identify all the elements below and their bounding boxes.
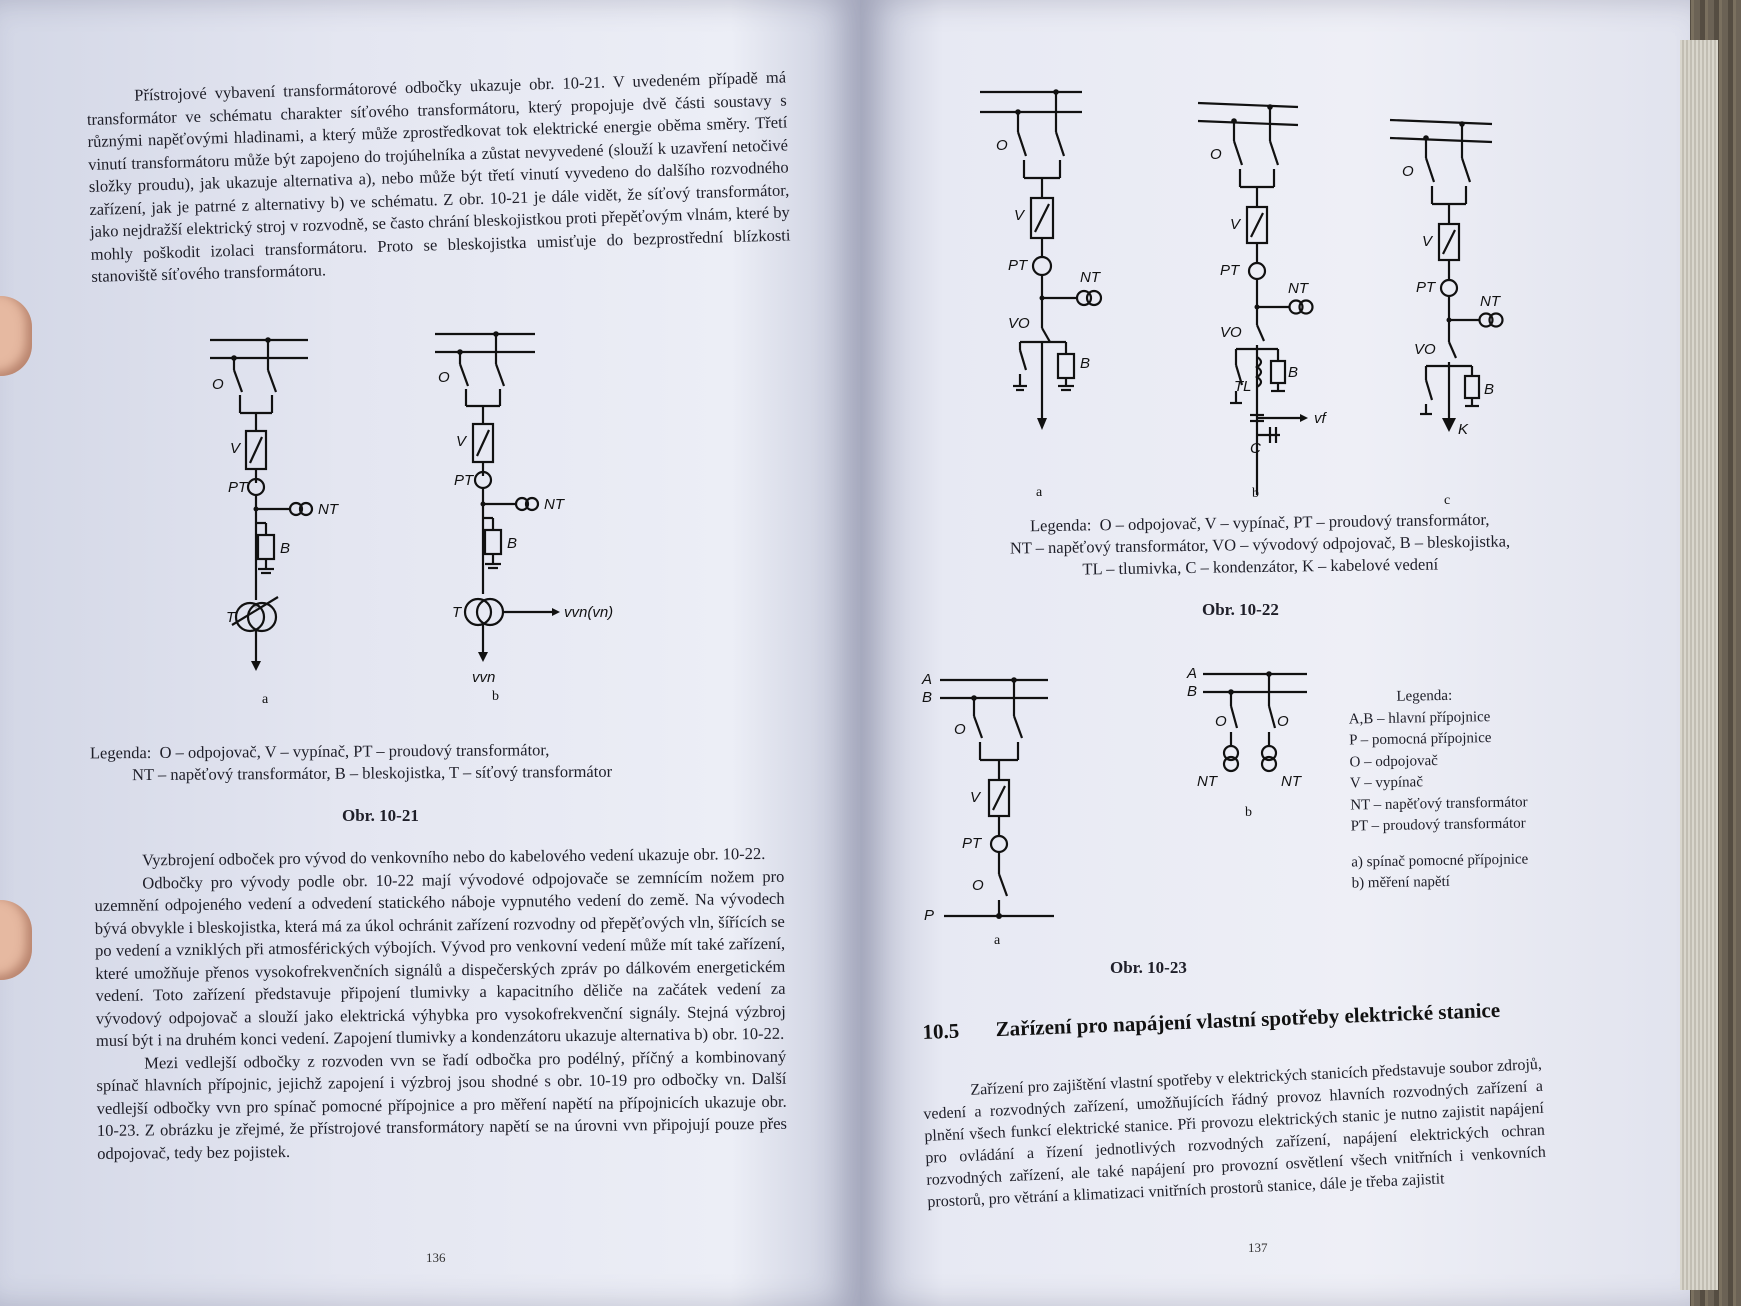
body-text-left: Vyzbrojení odboček pro vývod do venkovního nebo do kabelového vedení ukazuje obr. 10-22. Odbočky pro vývody podle obr. 10-22 mají vývodové odpojovače se zemnícím nožem pro uzemnění odpojeného vedení a odvedení statického náboje vypnutého vedení do země. Na vývodech bývá obvykle i bleskojistka, která má za úkol ochránit zařízení rozvodny od přepěťových vln, šířících se po vedení a vzniklých při atmosférických výbojích. Vývod pro venkovní vedení může mít také zařízení, které umožňuje přenos vysokofrekvenčních signálů a dispečerských zpráv po dálkovém energetickém vedení. Toto zařízení představuje připojení tlumivky a kapacitního děliče na začátek vedení za vývodový odpojovač a slouží jako elektrická výhybka pro vysokofrekvenční signály. Stejná výzbroj musí být i na druhém konci vedení. Zapojení tlumivky a kondenzátoru ukazuje alternativa b) obr. 10-22. Mezi vedlejší odbočky z rozvoden vvn se řadí odbočka pro podélný, příčný a kombinovaný spínač hlavních přípojnic, jejichž zapojení i výzbroj jsou shodné s obr. 10-19 pro odbočky vn. Další vedlejší odbočky vvn pro spínač pomocné přípojnice a pro měření napětí na přípojnicích ukazuje obr. 10-23. Z obrázku je zřejmé, že přístrojové transformátory napětí se na úrovni vvn připojují pouze přes odpojovač, tedy bez pojistek.	[94, 843, 787, 1163]
label-O: O	[438, 369, 450, 386]
intro-paragraph: Přístrojové vybavení transformátorové odbočky ukazuje obr. 10-21. V uvedeném případě má transformátor ve schématu charakter síťového transformátoru, který propojuje dvě části soustavy s různými napěťovými hladinami, a který může zprostředkovat tok elektrické energie oběma směry. Třetí vinutí transformátoru může být zapojeno do trojúhelníka a zůstat nevyvedené (slouží k uzavření netočivé složky proudu), jak ukazuje alternativa a), nebo může být třetí vinutí vyvedeno do dalšího rozvodného zařízení, jak je patrné z alternativy b) ve schématu. Z obr. 10-21 je dále vidět, že síťový transformátor, jako nejdražší elektrický stroj v rozvodně, se často chrání bleskojistkou proti přepěťovým vlnám, které by mohly poškodit izolaci transformátoru. Proto se bleskojistka umisťuje do bezprostřední blízkosti stanoviště síťového transformátoru.	[86, 67, 791, 286]
figure-10-22-b	[1190, 95, 1370, 505]
subfig-a-label: a	[1036, 485, 1043, 500]
label-B: B	[280, 540, 291, 557]
label-B: B	[1288, 364, 1299, 381]
thumb	[0, 296, 32, 376]
label-T: T	[226, 609, 236, 626]
label-NT: NT	[1288, 280, 1308, 297]
label-O: O	[1210, 146, 1222, 163]
label-O: O	[1215, 713, 1227, 730]
label-PT: PT	[1008, 257, 1028, 274]
figure-10-22-c	[1380, 110, 1550, 510]
figure-10-21-b	[420, 320, 650, 715]
label-O: O	[972, 877, 984, 894]
label-C: C	[1250, 440, 1261, 457]
left-page	[0, 0, 860, 1306]
label-vvn-vn: vvn(vn)	[564, 604, 614, 621]
label-B: B	[1080, 355, 1091, 372]
label-PT: PT	[228, 479, 248, 496]
figure-10-21-a	[190, 325, 380, 715]
subfig-a-label: a	[262, 692, 269, 707]
figure-10-23-caption: Obr. 10-23	[1110, 958, 1187, 977]
page-number-136: 136	[426, 1250, 446, 1265]
label-NT: NT	[544, 496, 564, 513]
label-B: B	[922, 689, 933, 706]
figure-10-21-legend: Legenda: O – odpojovač, V – vypínač, PT – proudový transformátor, NT – napěťový transformátor, B – bleskojistka, T – síťový transformátor	[89, 740, 613, 785]
page-number-137: 137	[1248, 1240, 1268, 1255]
label-NT: NT	[1197, 773, 1217, 790]
label-NT: NT	[1480, 293, 1500, 310]
label-O: O	[954, 721, 966, 738]
label-NT: NT	[1281, 773, 1301, 790]
label-B: B	[1187, 683, 1198, 700]
label-A: A	[922, 671, 933, 688]
label-NT: NT	[318, 501, 338, 518]
label-V: V	[230, 440, 241, 457]
figure-10-23-a	[920, 660, 1140, 950]
label-V: V	[970, 789, 981, 806]
subfig-b-label: b	[1252, 486, 1259, 501]
label-T: T	[452, 604, 462, 621]
label-VO: VO	[1414, 341, 1436, 358]
label-PT: PT	[1220, 262, 1240, 279]
subfig-b-label: b	[1245, 805, 1252, 820]
label-B: B	[507, 535, 518, 552]
subfig-c-label: c	[1444, 493, 1451, 508]
subfig-b-label: b	[492, 689, 499, 704]
label-B: B	[1484, 381, 1495, 398]
label-vf: vf	[1314, 410, 1326, 427]
section-heading	[922, 996, 1543, 1045]
figure-10-22-legend: Legenda: O – odpojovač, V – vypínač, PT – proudový transformátor, NT – napěťový transformátor, VO – vývodový odpojovač, B – bleskojistka, TL – tlumivka, C – kondenzátor, K – kabelové vedení	[1009, 509, 1511, 579]
label-PT: PT	[962, 835, 982, 852]
label-O: O	[212, 376, 224, 393]
label-V: V	[1014, 207, 1025, 224]
figure-10-21-caption: Obr. 10-21	[342, 806, 419, 825]
subfig-a-label: a	[994, 933, 1001, 948]
figure-10-22-caption: Obr. 10-22	[1202, 600, 1279, 619]
label-K: K	[1458, 421, 1469, 438]
label-PT: PT	[454, 472, 474, 489]
label-V: V	[456, 433, 467, 450]
right-page	[860, 0, 1690, 1306]
label-O: O	[1402, 163, 1414, 180]
label-NT: NT	[1080, 269, 1100, 286]
label-PT: PT	[1416, 279, 1436, 296]
label-P: P	[924, 907, 935, 924]
page-stack-edge	[1680, 40, 1718, 1290]
label-vvn: vvn	[472, 669, 496, 686]
section-title: Zařízení pro napájení vlastní spotřeby elektrické stanice	[995, 997, 1501, 1042]
label-VO: VO	[1220, 324, 1242, 341]
thumb	[0, 900, 32, 980]
figure-10-23-legend: Legenda: A,B – hlavní přípojnice P – pomocná přípojnice O – odpojovač V – vypínač NT – napěťový transformátor PT – proudový transformátor a) spínač pomocné přípojnice b) měření napětí	[1348, 687, 1529, 892]
label-TL: TL	[1234, 378, 1252, 395]
label-V: V	[1230, 216, 1241, 233]
figure-10-23-b	[1185, 660, 1335, 820]
label-O: O	[1277, 713, 1289, 730]
body-text-right: Zařízení pro zajištění vlastní spotřeby v elektrických stanicích představuje soubor zdrojů, vedení a rozvodných zařízení, umožňujících řádný provoz hlavních rozvodných zařízení a plnění všech funkcí elektrické stanice. Při provozu elektrických stanic je nutno zajistit napájení pro ovládání a řízení jednotlivých rozvodných zařízení, napájení elektrických ochran rozvodných zařízení, ale také napájení pro provozní osvětlení všech vnitřních i venkovních prostorů, pro větrání a klimatizaci vnitřních prostorů stanice, dále je třeba zajistit	[923, 1055, 1547, 1211]
label-VO: VO	[1008, 315, 1030, 332]
label-V: V	[1422, 233, 1433, 250]
section-number: 10.5	[922, 1018, 960, 1044]
label-A: A	[1187, 665, 1198, 682]
label-O: O	[996, 137, 1008, 154]
figure-10-22-a	[970, 80, 1140, 500]
